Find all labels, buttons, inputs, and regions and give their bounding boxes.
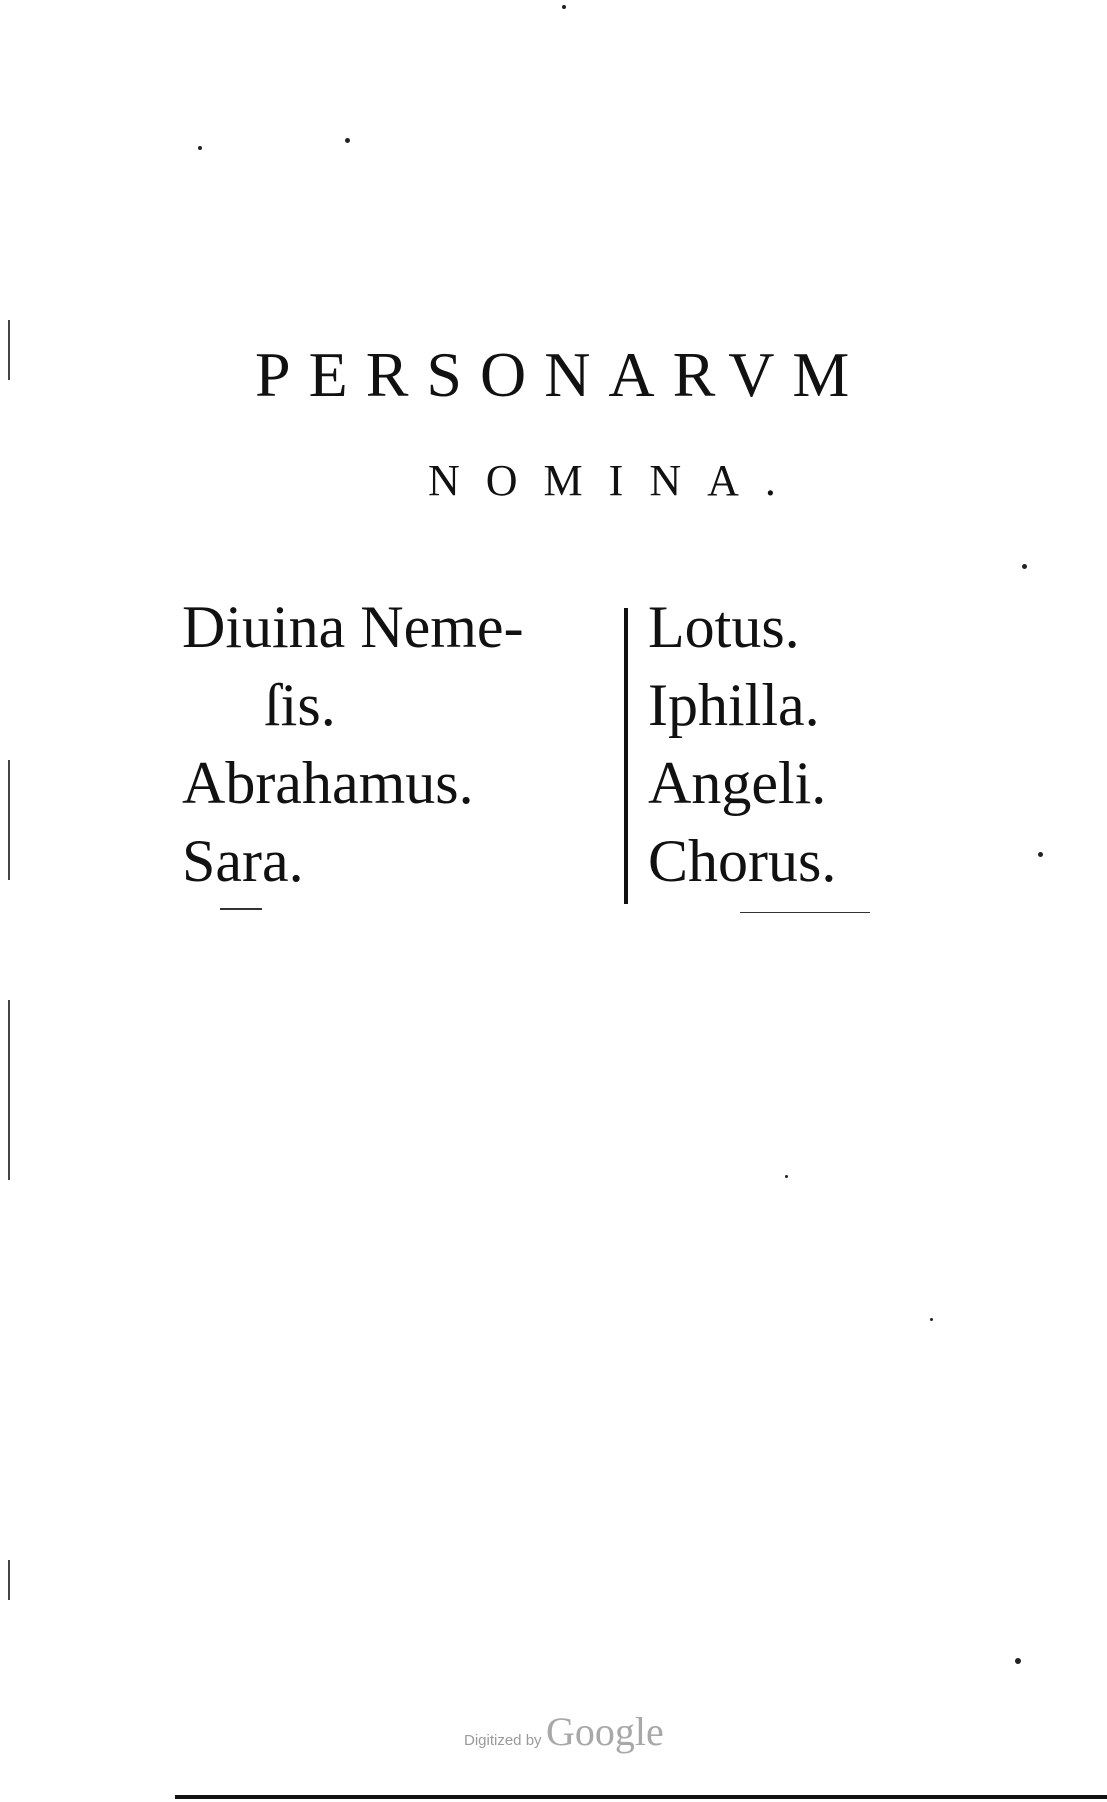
paper-speck <box>1015 1658 1021 1664</box>
underline-mark <box>740 912 870 913</box>
cast-item: Angeli. <box>648 750 827 816</box>
cast-item: Abrahamus. <box>182 750 474 816</box>
page-bottom-rule <box>175 1795 1107 1799</box>
page-title: PERSONARVM <box>255 339 868 410</box>
cast-item: Diuina Neme- <box>182 594 524 660</box>
cast-list-right <box>648 588 836 900</box>
paper-speck <box>1038 852 1043 857</box>
column-divider <box>624 608 628 904</box>
margin-scan-line <box>8 760 10 880</box>
paper-speck <box>785 1175 788 1178</box>
paper-speck <box>930 1318 933 1321</box>
page-subtitle: NOMINA. <box>428 456 802 505</box>
margin-scan-line <box>8 320 10 380</box>
digitized-watermark <box>464 1708 664 1755</box>
cast-item: ſis. <box>264 672 336 738</box>
margin-scan-line <box>8 1560 10 1600</box>
paper-speck <box>562 5 566 9</box>
cast-item: Lotus. <box>648 594 800 660</box>
cast-item: Iphilla. <box>648 672 820 738</box>
paper-speck <box>345 138 350 143</box>
watermark-prefix: Digitized by <box>464 1732 542 1749</box>
margin-scan-line <box>8 1000 10 1180</box>
paper-speck <box>198 146 202 150</box>
underline-mark <box>220 908 262 910</box>
cast-item: Chorus. <box>648 828 837 894</box>
google-logo: Google <box>546 1709 664 1754</box>
paper-speck <box>1022 564 1027 569</box>
cast-list-left <box>182 588 524 900</box>
cast-item: Sara. <box>182 828 304 894</box>
